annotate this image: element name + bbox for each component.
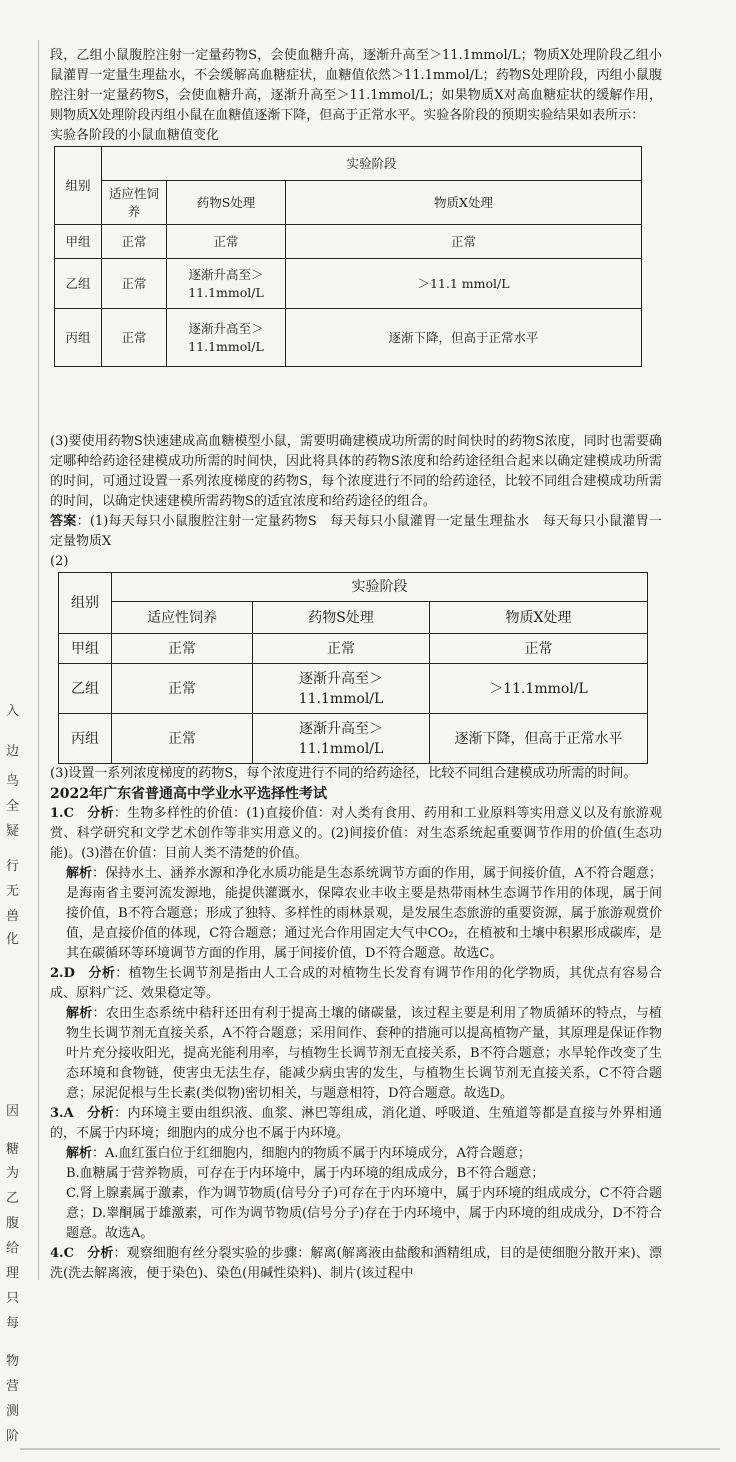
q3-explain-2: B.血糖属于营养物质，可存在于内环境中，属于内环境的组成成分，B不符合题意； [66,1166,545,1181]
q3-explain-label: 解析 [66,1146,93,1161]
margin-char: 行 [6,859,20,874]
q1-analysis-text: ：生物多样性的价值：(1)直接价值：对人类有食用、药用和工业原料等实用意义以及有旅游观赏、科学研究和文学艺术创作等非实用意义的。(2)间接价值：对生态系统起重要调节作用的价值(生态功能)。(3)潜在价值：目前人类不清楚的价值。 [50,806,662,861]
table-blood-sugar-2 [58,572,648,764]
bottom-edge-line [20,1448,720,1450]
q3-analysis-text: ：内环境主要由组织液、血浆、淋巴等组成，消化道、呼吸道、生殖道等都是直接与外界相通的，不属于内环境；细胞内的成分也不属于内环境。 [50,1106,662,1141]
table-cell: 逐渐升高至＞11.1mmol/L [253,664,430,714]
margin-char: 无 [6,884,20,899]
table2-header-group: 组别 [59,573,112,634]
section-top [50,46,662,367]
margin-char: 兽 [6,909,20,924]
margin-char: 因 [6,1104,20,1119]
margin-char: 边 [6,744,20,759]
exam-title: 2022年广东省普通高中学业水平选择性考试 [50,786,327,802]
section-main [50,432,662,1284]
q2-analysis-label: 分析 [88,966,116,981]
margin-char: 糖 [6,1142,20,1157]
table1-header-col2: 药物S处理 [167,181,286,225]
table2-header-col2: 药物S处理 [253,602,430,634]
margin-char: 每 [6,1316,20,1331]
table-cell: 正常 [102,225,167,259]
table-cell: 正常 [112,634,253,664]
margin-char: 化 [6,932,20,947]
q2-analysis [50,964,662,1004]
table-cell: 丙组 [59,714,112,764]
margin-char: 乙 [6,1191,20,1206]
table-row [59,634,648,664]
table-row [59,664,648,714]
table-cell: 甲组 [59,634,112,664]
table-cell: 正常 [430,634,648,664]
margin-char: 阶 [6,1429,20,1444]
table-cell: 正常 [286,225,642,259]
table-cell: ＞11.1 mmol/L [286,259,642,309]
q1-number: 1.C [50,806,74,821]
table-cell: 逐渐下降，但高于正常水平 [430,714,648,764]
q4-analysis [50,1244,662,1284]
q3-analysis-label: 分析 [87,1106,115,1121]
answer-1 [50,512,662,552]
table-cell: 丙组 [55,309,102,367]
margin-char: 营 [6,1379,20,1394]
q2-explain [50,1004,662,1104]
table1-caption: 实验各阶段的小鼠血糖值变化 [50,128,220,143]
table-cell: 甲组 [55,225,102,259]
table2-header-col3: 物质X处理 [430,602,648,634]
q3-number: 3.A [50,1106,74,1121]
q2-number: 2.D [50,966,75,981]
table-cell: 正常 [253,634,430,664]
table-cell: 正常 [112,664,253,714]
q3-explain-3: C.肾上腺素属于激素，作为调节物质(信号分子)可存在于内环境中，属于内环境的组成成分，C不符合题意；D.睾酮属于雄激素，可作为调节物质(信号分子)存在于内环境中，属于内环境的组成成分，D不符合题意。故选A。 [66,1186,662,1241]
table-cell: 正常 [102,259,167,309]
table-cell: 逐渐升高至＞11.1mmol/L [167,309,286,367]
answer-3: (3)设置一系列浓度梯度的药物S，每个浓度进行不同的给药途径，比较不同组合建模成功所需的时间。 [50,766,637,781]
table1-header-group: 组别 [55,147,102,225]
q3-analysis [50,1104,662,1144]
q3-explain-text-1: ：A.血红蛋白位于红细胞内，细胞内的物质不属于内环境成分，A符合题意； [92,1146,531,1161]
margin-char: 理 [6,1266,20,1281]
margin-char: 测 [6,1404,20,1419]
q2-analysis-text: ：植物生长调节剂是指由人工合成的对植物生长发育有调节作用的化学物质，其优点有容易合成、原料广泛、效果稳定等。 [50,966,662,1001]
margin-char: 入 [6,704,20,719]
table-cell: 乙组 [59,664,112,714]
paragraph-continuation: 段，乙组小鼠腹腔注射一定量药物S，会使血糖升高，逐渐升高至＞11.1mmol/L；物质X处理阶段乙组小鼠灌胃一定量生理盐水，不会缓解高血糖症状，血糖值依然＞11.1mmol/L；药物S处理阶段，丙组小鼠腹腔注射一定量药物S，会使血糖升高，逐渐升高至＞11.1mmol/L；如果物质X对高血糖症状的缓解作用，则物质X处理阶段丙组小鼠在血糖值逐渐下降，但高于正常水平。实验各阶段的预期实验结果如表所示： [50,48,662,123]
q4-number: 4.C [50,1246,74,1261]
margin-char: 物 [6,1354,20,1369]
answer-label: 答案 [50,514,77,529]
q4-analysis-label: 分析 [87,1246,114,1261]
q1-analysis [50,804,662,864]
table1-header-stage: 实验阶段 [102,147,642,181]
margin-char: 疑 [6,824,20,839]
table-cell: 正常 [102,309,167,367]
table-cell: 逐渐下降，但高于正常水平 [286,309,642,367]
answer-1-text: ：(1)每天每只小鼠腹腔注射一定量药物S 每天每只小鼠灌胃一定量生理盐水 每天每只小鼠灌胃一定量物质X [50,514,662,549]
table-cell: 乙组 [55,259,102,309]
table-blood-sugar-1 [54,146,642,367]
margin-char: 为 [6,1166,20,1181]
table-cell: 逐渐升高至＞11.1mmol/L [167,259,286,309]
q4-analysis-text: ：观察细胞有丝分裂实验的步骤：解离(解离液由盐酸和酒精组成，目的是使细胞分散开来)、漂洗(洗去解离液，便于染色)、染色(用碱性染料)、制片(该过程中 [50,1246,662,1281]
table-cell: ＞11.1mmol/L [430,664,648,714]
margin-char: 全 [6,799,20,814]
table2-header-stage: 实验阶段 [112,573,648,602]
q2-explain-text: ：农田生态系统中秸秆还田有利于提高土壤的储碳量，该过程主要是利用了物质循环的特点，与植物生长调节剂无直接关系，A不符合题意；采用间作、套种的措施可以提高植物产量，其原理是保证作物叶片充分接收阳光，提高光能利用率，与植物生长调节剂无直接关系，B不符合题意；水旱轮作改变了生态环境和食物链，使害虫无法生存，能减少病虫害的发生，与植物生长调节剂无直接关系，C不符合题意；尿泥促根与生长素(类似物)密切相关，与题意相符，D符合题意。故选D。 [66,1006,662,1101]
table-cell: 逐渐升高至＞11.1mmol/L [253,714,430,764]
q1-analysis-label: 分析 [87,806,114,821]
table-row [55,259,642,309]
margin-char: 给 [6,1241,20,1256]
table-cell: 正常 [112,714,253,764]
margin-char: 只 [6,1291,20,1306]
table-row [55,309,642,367]
margin-divider [38,40,39,1280]
margin-char: 鸟 [6,774,20,789]
table2-header-col1: 适应性饲养 [112,602,253,634]
table-row [55,225,642,259]
answer-2-label: (2) [50,554,69,569]
binding-margin [0,0,40,1462]
q1-explain-text: ：保持水土、涵养水源和净化水质功能是生态系统调节方面的作用，属于间接价值，A不符合题意；是海南省主要河流发源地，能提供灌溉水，保障农业丰收主要是热带雨林生态调节作用的体现，属于间接价值，B不符合题意；形成了独特、多样性的雨林景观，是发展生态旅游的重要资源，属于旅游观赏价值，是直接价值的体现，C符合题意；通过光合作用固定大气中CO₂，在植被和土壤中积累形成碳库，是其在碳循环等环境调节方面的作用，属于间接价值，D不符合题意。故选C。 [66,866,662,961]
q1-explain [50,864,662,964]
q2-explain-label: 解析 [66,1006,93,1021]
table1-header-col1: 适应性饲养 [102,181,167,225]
q1-explain-label: 解析 [66,866,93,881]
paragraph-3: (3)要使用药物S快速建成高血糖模型小鼠，需要明确建模成功所需的时间快时的药物S浓度，同时也需要确定哪种给药途径建模成功所需的时间快，因此将具体的药物S浓度和给药途径组合起来以确定建模成功所需的时间，可通过设置一系列浓度梯度的药物S，每个浓度进行不同的给药途径，比较不同组合建模成功所需的时间，以确定快速建模所需药物S的适宜浓度和给药途径的组合。 [50,434,662,509]
table-row [59,714,648,764]
table-cell: 正常 [167,225,286,259]
margin-char: 腹 [6,1216,20,1231]
table1-header-col3: 物质X处理 [286,181,642,225]
q3-explain [50,1144,662,1164]
